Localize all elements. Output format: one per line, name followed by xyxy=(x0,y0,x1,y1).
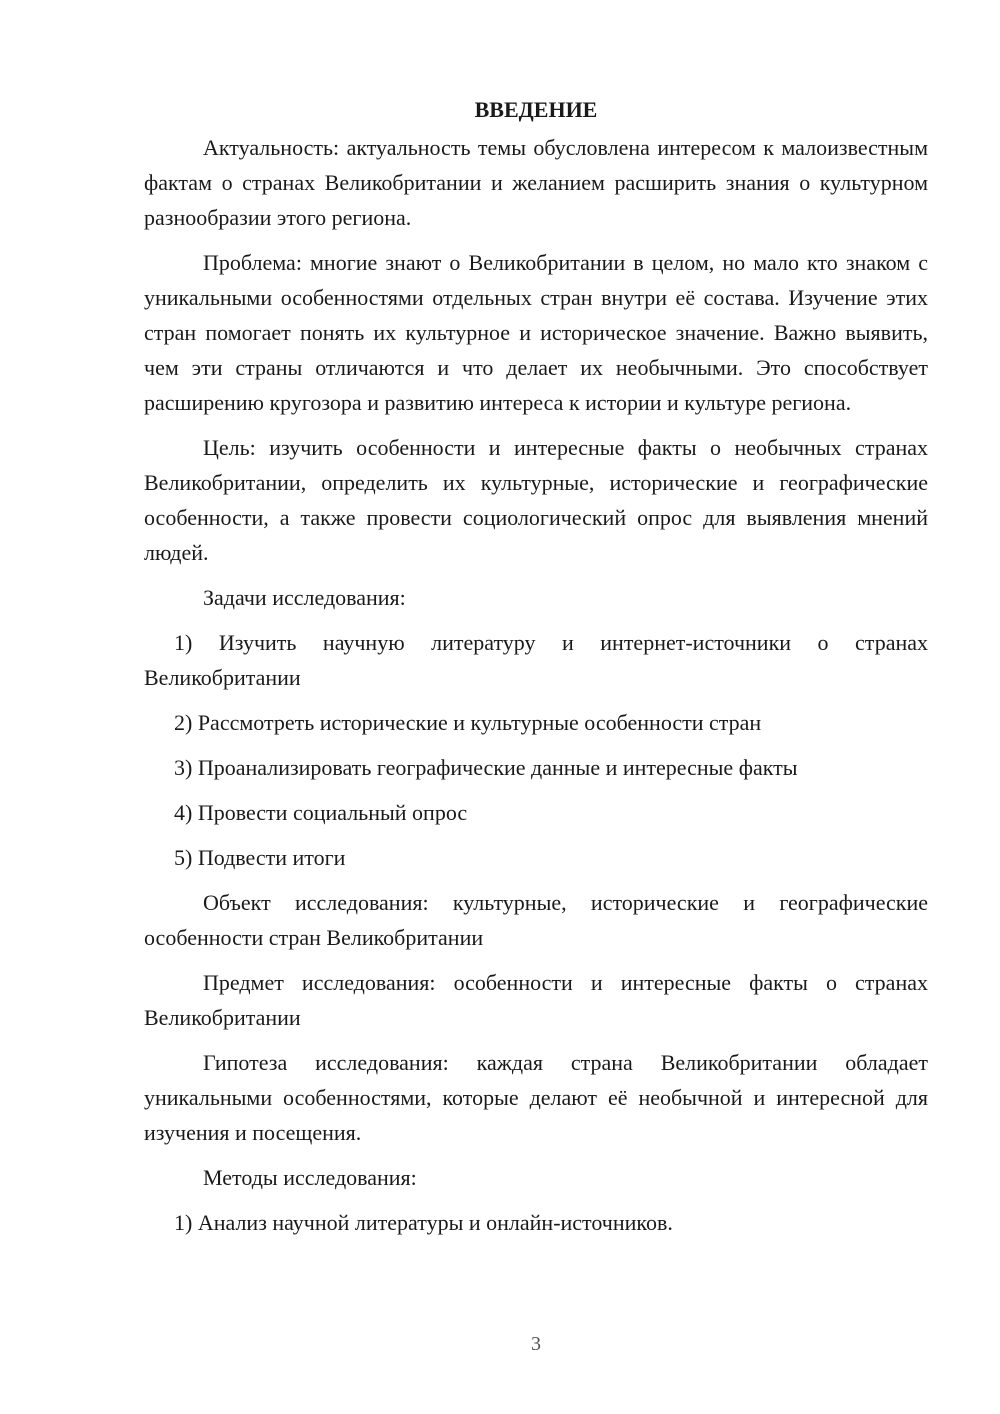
task-item-3: 3) Проанализировать географические данные и интересные факты xyxy=(174,755,798,780)
document-page xyxy=(144,92,928,1250)
object-paragraph: Объект исследования: культурные, исторические и географические особенности стран Великобритании xyxy=(144,890,928,950)
goal-paragraph: Цель: изучить особенности и интересные факты о необычных странах Великобритании, определить их культурные, исторические и географические особенности, а также провести социологический опрос для выявления мнений людей. xyxy=(144,435,928,565)
task-item-2: 2) Рассмотреть исторические и культурные особенности стран xyxy=(174,710,762,735)
task-item-4: 4) Провести социальный опрос xyxy=(174,800,468,825)
hypothesis-paragraph: Гипотеза исследования: каждая страна Великобритании обладает уникальными особенностями, которые делают её необычной и интересной для изучения и посещения. xyxy=(144,1050,928,1145)
page-number: 3 xyxy=(531,1333,541,1355)
tasks-heading: Задачи исследования: xyxy=(203,585,406,610)
task-item-5: 5) Подвести итоги xyxy=(174,845,346,870)
subject-paragraph: Предмет исследования: особенности и интересные факты о странах Великобритании xyxy=(144,970,928,1030)
method-item-1: 1) Анализ научной литературы и онлайн-источников. xyxy=(174,1210,673,1235)
task-item-1: 1) Изучить научную литературу и интернет-источники о странах Великобритании xyxy=(144,630,928,690)
problem-paragraph: Проблема: многие знают о Великобритании в целом, но мало кто знаком с уникальными особенностями отдельных стран внутри её состава. Изучение этих стран помогает понять их культурное и историческое значение. Важно выявить, чем эти страны отличаются и что делает их необычными. Это способствует расширению кругозора и развитию интереса к истории и культуре региона. xyxy=(144,250,928,415)
page-title: ВВЕДЕНИЕ xyxy=(474,97,598,122)
methods-heading: Методы исследования: xyxy=(203,1165,417,1190)
relevance-paragraph: Актуальность: актуальность темы обусловлена интересом к малоизвестным фактам о странах Великобритании и желанием расширить знания о культурном разнообразии этого региона. xyxy=(144,135,928,230)
